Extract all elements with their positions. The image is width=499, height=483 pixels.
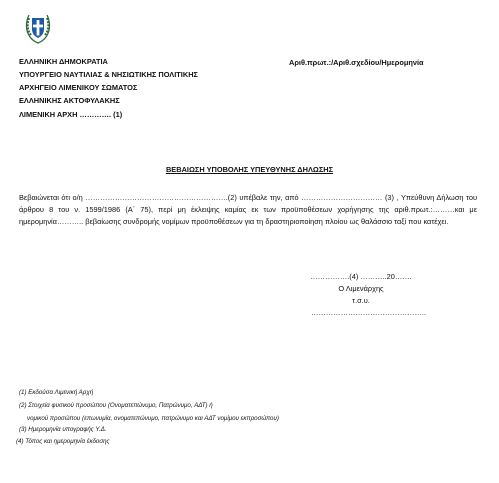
header-coast-guard: ΕΛΛΗΝΙΚΗΣ ΑΚΤΟΦΥΛΑΚΗΣ xyxy=(19,96,120,105)
greek-coat-of-arms-icon xyxy=(24,12,52,44)
footnote-4: (4) Τόπος και ημερομηνία έκδοσης xyxy=(16,438,110,445)
certification-text: Βεβαιώνεται ότι ο/η ………………………………………………….(2) υπέβαλε την, από …………………………… (3) , Υπεύθυνη Δήλωση του άρθρου 8 του ν. 1599/1986 (Α΄ 75), περί μη έκλειψης καμίας εκ των προϋποθέσεων χορήγησης της αριθ.πρωτ.:………και με ημερομηνία……….. βεβαίωσης συνδρομής νομίμων προϋποθέσεων για τη δραστηριοποίηση πλοίου ως θαλάσσιο ταξί που κατέχει. xyxy=(19,193,477,226)
header-port-authority: ΛΙΜΕΝΙΚΗ ΑΡΧΗ …………. (1) xyxy=(19,110,123,119)
signature-line: ……………………………………….. xyxy=(311,308,426,317)
reference-number: Αριθ.πρωτ.:/Αριθ.σχεδίου/Ημερομηνία xyxy=(289,58,424,67)
header-republic: ΕΛΛΗΝΙΚΗ ΔΗΜΟΚΡΑΤΙΑ xyxy=(19,57,108,66)
footnote-3: (3) Ημερομηνία υπογραφής Υ.Δ. xyxy=(19,426,107,433)
signature-role: Ο Λιμενάρχης xyxy=(338,284,384,293)
footnote-1: (1) Εκδούσα Λιμενική Αρχή xyxy=(19,389,94,396)
header-headquarters: ΑΡΧΗΓΕΙΟ ΛΙΜΕΝΙΚΟΥ ΣΩΜΑΤΟΣ xyxy=(19,83,138,92)
document-title: ΒΕΒΑΙΩΣΗ ΥΠΟΒΟΛΗΣ ΥΠΕΥΘΥΝΗΣ ΔΗΛΩΣΗΣ xyxy=(165,165,334,174)
footnote-2: (2) Στοιχεία φυσικού προσώπου (Ονοματεπώνυμο, Πατρώνυμο, ΑΔΤ) ή xyxy=(19,402,213,409)
signature-abbreviation: τ.σ.υ. xyxy=(352,296,370,305)
header-ministry: ΥΠΟΥΡΓΕΙΟ ΝΑΥΤΙΛΙΑΣ & ΝΗΣΙΩΤΙΚΗΣ ΠΟΛΙΤΙΚΗΣ xyxy=(19,70,198,79)
signature-place-date: …………….(4) ………..20……. xyxy=(310,272,412,281)
footnote-2-continued: νομικού προσώπου (επωνυμία, ονοματεπώνυμο, πατρώνυμο και ΑΔΤ νομίμου εκπροσώπου) xyxy=(27,415,279,422)
